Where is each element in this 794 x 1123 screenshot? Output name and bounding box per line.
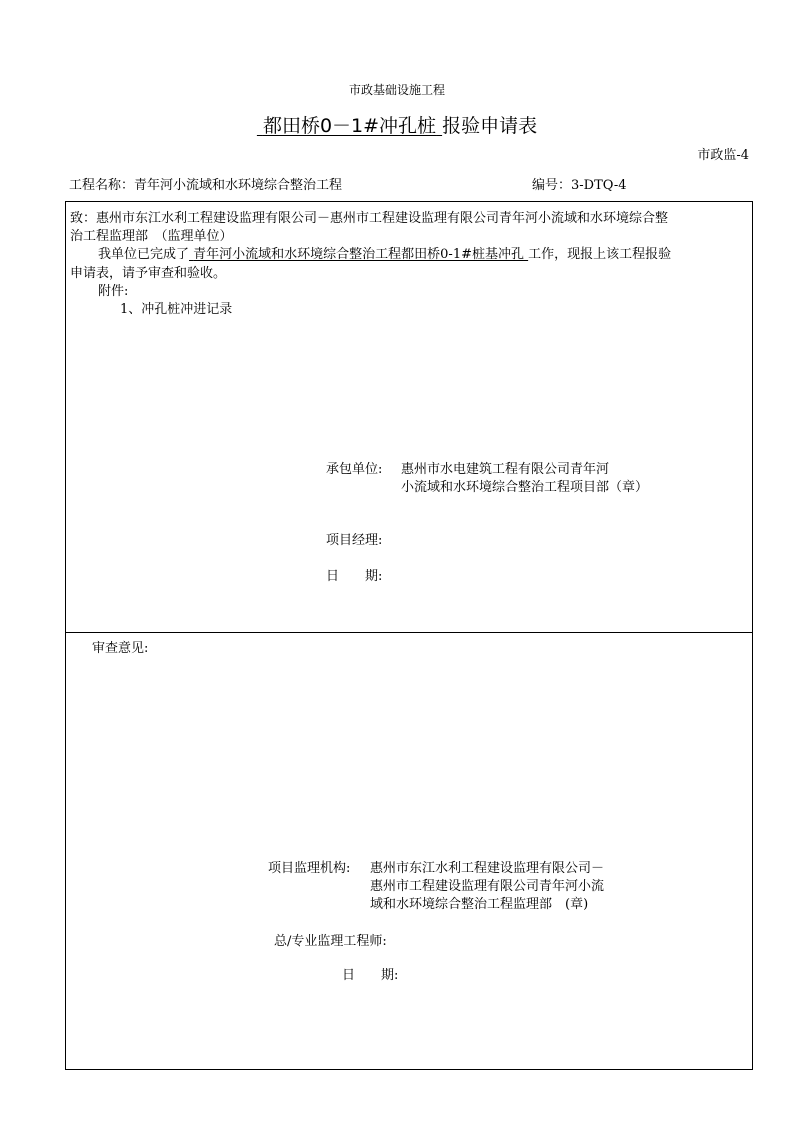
- body-suffix: 工作，现报上该工程报验: [528, 247, 672, 262]
- review-section: [65, 632, 753, 1070]
- supervision-org-label: 项目监理机构:: [268, 861, 351, 876]
- chief-engineer-label: 总/专业监理工程师:: [274, 934, 387, 949]
- contractor-name-line-2: 小流域和水环境综合整治工程项目部（章）: [401, 480, 649, 495]
- contractor-label: 承包单位:: [326, 462, 383, 477]
- project-manager-label: 项目经理:: [326, 533, 383, 548]
- form-number: 市政监-4: [697, 148, 749, 163]
- serial-value: 3-DTQ-4: [571, 178, 627, 193]
- body-prefix: 我单位已完成了: [98, 247, 190, 262]
- supervision-org-line-2: 惠州市工程建设监理有限公司青年河小流: [370, 879, 605, 894]
- addressee-line-1: 致：惠州市东江水利工程建设监理有限公司－惠州市工程建设监理有限公司青年河小流域和水环境综合整: [70, 211, 669, 226]
- application-section: [65, 201, 753, 633]
- application-date-label: 日 期:: [326, 569, 383, 584]
- attachment-item: 1、冲孔桩冲进记录: [120, 302, 233, 317]
- project-name-value: 青年河小流域和水环境综合整治工程: [134, 178, 343, 193]
- attachment-label: 附件:: [98, 284, 129, 299]
- serial-label: 编号：: [532, 178, 572, 193]
- review-date-label: 日 期:: [342, 968, 399, 983]
- document-title: [0, 111, 794, 138]
- project-name: [69, 174, 342, 193]
- completed-work: 青年河小流域和水环境综合整治工程都田桥0-1#桩基冲孔: [193, 247, 524, 262]
- addressee-line-2: 治工程监理部 （监理单位）: [70, 229, 233, 244]
- application-body: [98, 243, 671, 262]
- contractor-name-line-1: 惠州市水电建筑工程有限公司青年河: [401, 462, 610, 477]
- document-category: 市政基础设施工程: [348, 83, 445, 97]
- title-subject: 都田桥0－1#冲孔桩: [262, 115, 437, 137]
- supervision-org-line-1: 惠州市东江水利工程建设监理有限公司－: [370, 861, 605, 876]
- project-name-label: 工程名称：: [69, 178, 135, 193]
- serial-number: [532, 174, 627, 193]
- supervision-org-line-3: 域和水环境综合整治工程监理部 (章): [370, 897, 589, 912]
- title-rest: 报验申请表: [442, 115, 538, 137]
- review-opinion-label: 审查意见:: [92, 641, 149, 656]
- application-body-line-2: 申请表，请予审查和验收。: [70, 266, 227, 281]
